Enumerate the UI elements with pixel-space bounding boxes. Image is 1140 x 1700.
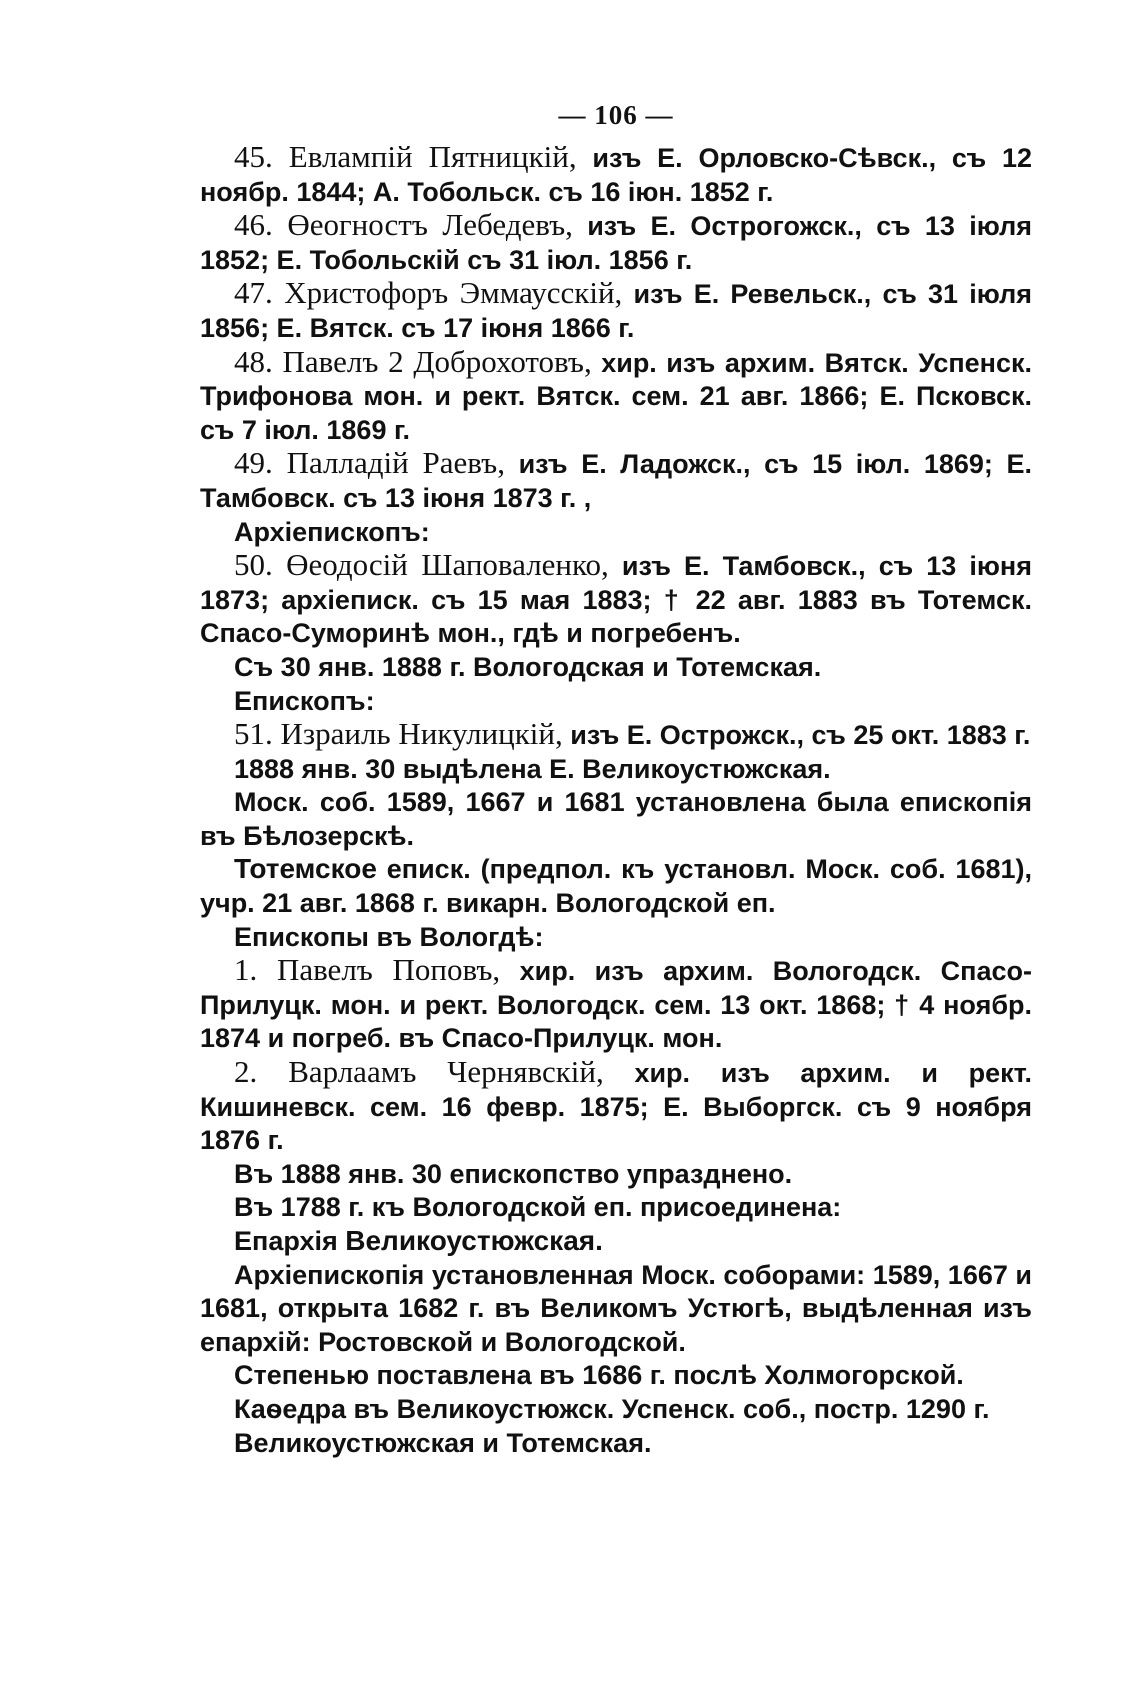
- section-heading: Тотемское: [234, 853, 377, 885]
- entry-47: [200, 277, 1032, 345]
- section-label: Епископъ:: [234, 685, 375, 716]
- entry-text: изъ Е. Ладожск., съ 15 іюл. 1869; Е. Тамбовск. съ 13 іюня 1873 г. ,: [200, 449, 1033, 513]
- section-text: еписк. (предпол. къ установл. Моск. соб. 1681), учр. 21 авг. 1868 г. викарн. Вологодской еп.: [200, 854, 1032, 919]
- entry-50: [200, 549, 1032, 651]
- page-number: — 106 —: [558, 100, 674, 130]
- note-1788: [200, 1191, 1032, 1225]
- entry-number: 51.: [234, 716, 281, 752]
- entry-1: [200, 954, 1032, 1056]
- note-abolished: [200, 1158, 1032, 1192]
- note-text: Моск. соб. 1589, 1667 и 1681 установлена была епископія въ Бѣлозерскѣ.: [200, 787, 1032, 851]
- entry-text: изъ Е. Ревельск., съ 31 іюля 1856; Е. Вятск. съ 17 іюня 1866 г.: [200, 279, 1032, 343]
- document-page: [200, 100, 1032, 1460]
- entry-49: [200, 447, 1032, 515]
- note-text: Въ 1888 янв. 30 епископство упразднено.: [234, 1158, 793, 1189]
- bishop-name: Палладій Раевъ,: [286, 445, 505, 481]
- note-cathedra: [200, 1393, 1032, 1427]
- entry-number: 45.: [234, 139, 289, 174]
- note-rank: [200, 1359, 1032, 1393]
- entry-46: [200, 209, 1032, 277]
- note-text: Архіепископія установленная Моск. соборами: 1589, 1667 и 1681, открыта 1682 г. въ Великомъ Устюгѣ, выдѣленная изъ епархій: Ростовской и Вологодской.: [200, 1259, 1032, 1357]
- entry-51: [200, 718, 1032, 753]
- entry-number: 50.: [234, 547, 287, 583]
- note-archbishopric: [200, 1259, 1032, 1360]
- section-heading: Великоустюжская.: [345, 1225, 603, 1256]
- bishop-name: Варлаамъ Чернявскій,: [288, 1054, 604, 1090]
- note-1888: [200, 753, 1032, 787]
- entry-number: 1.: [234, 952, 277, 988]
- section-label-archbishop: [200, 516, 1032, 550]
- section-label: Епископы въ Вологдѣ:: [234, 921, 544, 952]
- entry-text: хир. изъ архим. и рект. Кишиневск. сем. 16 февр. 1875; Е. Выборгск. съ 9 ноября 1876 г.: [200, 1058, 1033, 1156]
- entry-text: хир. изъ архим. Вологодск. Спасо-Прилуцк. мон. и рект. Вологодск. сем. 13 окт. 1868; † 4 ноябр. 1874 и погреб. въ Спасо-Прилуцк. мон.: [200, 956, 1033, 1054]
- entry-text: изъ Е. Острожск., съ 25 окт. 1883 г.: [562, 720, 1031, 751]
- bishop-name: Павелъ Поповъ,: [276, 952, 501, 988]
- bishop-name: Өеогностъ Лебедевъ,: [287, 207, 573, 243]
- section-prefix: Епархія: [234, 1226, 346, 1256]
- note-text: Съ 30 янв. 1888 г. Вологодская и Тотемская.: [234, 651, 822, 682]
- entry-45: [200, 141, 1032, 209]
- entry-text: изъ Е. Тамбовск., съ 13 іюня 1873; архіеписк. съ 15 мая 1883; † 22 авг. 1883 въ Тотемск. Спасо-Суморинѣ мон., гдѣ и погребенъ.: [200, 551, 1032, 649]
- section-velikoustyug: [200, 1225, 1032, 1259]
- bishop-name: Христофоръ Эммаусскій,: [284, 275, 623, 311]
- bishop-name: Өеодосій Шаповаленко,: [286, 547, 609, 583]
- entry-48: [200, 343, 1033, 448]
- section-totma: [200, 853, 1032, 920]
- entry-number: 47.: [234, 275, 285, 311]
- entry-number: 2.: [234, 1054, 289, 1090]
- note-vologda-totma: [200, 651, 1032, 685]
- entry-text: изъ Е. Орловско-Сѣвск., съ 12 ноябр. 1844; А. Тобольск. съ 16 іюн. 1852 г.: [200, 143, 1033, 207]
- entry-text: изъ Е. Острогожск., съ 13 іюля 1852; Е. Тобольскій съ 31 іюл. 1856 г.: [200, 211, 1032, 275]
- entry-number: 49.: [234, 445, 287, 481]
- note-text: Каѳедра въ Великоустюжск. Успенск. соб., постр. 1290 г.: [234, 1393, 990, 1424]
- note-belozersk: [200, 786, 1032, 853]
- entry-number: 48.: [234, 343, 283, 379]
- note-text: 1888 янв. 30 выдѣлена Е. Великоустюжская.: [234, 753, 831, 784]
- note-text: Степенью поставлена въ 1686 г. послѣ Холмогорской.: [234, 1360, 964, 1391]
- section-label: Архіепископъ:: [234, 516, 430, 547]
- entry-number: 46.: [234, 207, 288, 243]
- bishop-name: Павелъ 2 Доброхотовъ,: [282, 343, 592, 379]
- note-text: Великоустюжская и Тотемская.: [234, 1427, 652, 1458]
- entry-text: хир. изъ архим. Вятск. Успенск. Трифонова мон. и рект. Вятск. сем. 21 авг. 1866; Е. Псковск. съ 7 іюл. 1869 г.: [200, 347, 1033, 445]
- note-title: [200, 1427, 1032, 1461]
- bishop-name: Израиль Никулицкій,: [280, 716, 563, 752]
- entry-2: [200, 1056, 1032, 1158]
- bishop-name: Евлампій Пятницкій,: [288, 139, 577, 174]
- section-label-bishops-vologda: [200, 921, 1032, 955]
- section-label-bishop: [200, 685, 1032, 719]
- note-text: Въ 1788 г. къ Вологодской еп. присоединена:: [234, 1192, 842, 1223]
